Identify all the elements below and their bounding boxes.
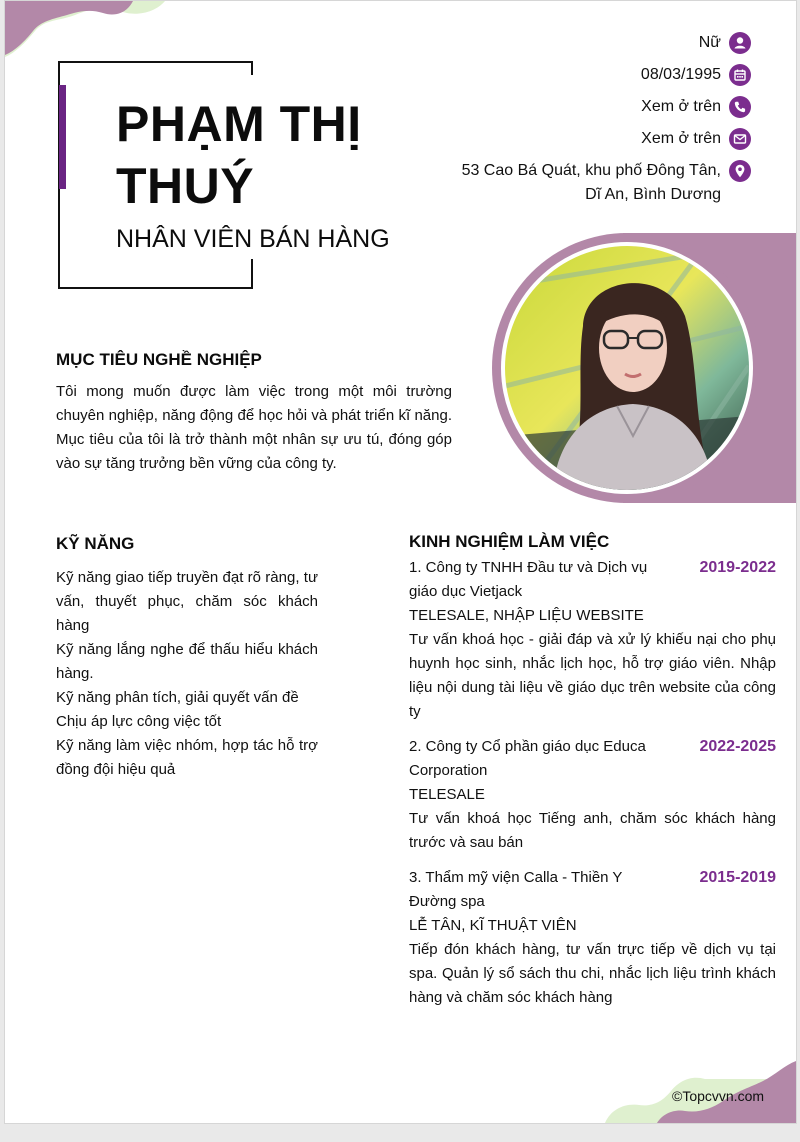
copyright: ©Topcvvn.com: [672, 1088, 765, 1104]
name-accent-bar: [59, 85, 66, 189]
job-years: 2015-2019: [699, 869, 776, 886]
address-text: 53 Cao Bá Quát, khu phố Đông Tân, Dĩ An, Bình Dương: [461, 162, 721, 203]
contact-phone: [391, 95, 751, 119]
job-title: NHÂN VIÊN BÁN HÀNG: [116, 225, 390, 253]
job-years: 2022-2025: [699, 738, 776, 755]
profile-photo: [505, 246, 749, 490]
job-company: 2. Công ty Cổ phần giáo dục Educa Corporation: [409, 738, 646, 779]
objective-heading: MỤC TIÊU NGHỀ NGHIỆP: [56, 350, 262, 369]
skill-item: Chịu áp lực công việc tốt: [56, 713, 222, 730]
skill-item: Kỹ năng làm việc nhóm, hợp tác hỗ trợ đồng đội hiệu quả: [56, 737, 318, 778]
job-position: LỄ TÂN, KĨ THUẬT VIÊN: [409, 917, 577, 934]
email-text: Xem ở trên: [641, 130, 721, 147]
contact-address: [391, 159, 751, 207]
job-entry: [409, 735, 776, 855]
candidate-name: [116, 93, 416, 217]
mail-icon: [729, 128, 751, 150]
job-entry: [409, 866, 776, 1010]
name-line-2: THUÝ: [116, 158, 255, 214]
job-position: TELESALE: [409, 786, 485, 803]
skill-item: Kỹ năng giao tiếp truyền đạt rõ ràng, tư vấn, thuyết phục, chăm sóc khách hàng: [56, 569, 318, 634]
calendar-icon: [729, 64, 751, 86]
location-icon: [729, 160, 751, 182]
user-icon: [729, 32, 751, 54]
gender-text: Nữ: [698, 34, 721, 51]
skills-list: [56, 566, 318, 782]
contact-email: [391, 127, 751, 151]
resume-page: [4, 0, 797, 1124]
job-description: Tư vấn khoá học Tiếng anh, chăm sóc khách hàng trước và sau bán: [409, 810, 776, 851]
contact-gender: [391, 31, 751, 55]
top-left-blob: [5, 1, 165, 61]
skills-section: [56, 533, 318, 782]
skill-item: Kỹ năng lắng nghe để thấu hiểu khách hàng.: [56, 641, 318, 682]
skills-heading: KỸ NĂNG: [56, 534, 135, 553]
skill-item: Kỹ năng phân tích, giải quyết vấn đề: [56, 689, 299, 706]
career-objective-section: [56, 349, 452, 476]
phone-text: Xem ở trên: [641, 98, 721, 115]
birthday-text: 08/03/1995: [640, 66, 721, 83]
job-position: TELESALE, NHẬP LIỆU WEBSITE: [409, 607, 644, 624]
job-company: 1. Công ty TNHH Đầu tư và Dịch vụ giáo dục Vietjack: [409, 559, 648, 600]
experience-heading: KINH NGHIỆM LÀM VIỆC: [409, 532, 610, 551]
job-entry: [409, 556, 776, 724]
phone-icon: [729, 96, 751, 118]
job-company: 3. Thẩm mỹ viện Calla - Thiền Y Đường spa: [409, 869, 623, 910]
job-description: Tiếp đón khách hàng, tư vấn trực tiếp về dịch vụ tại spa. Quản lý sổ sách thu chi, nhắc lịch liệu trình khách hàng và chăm sóc khách hàng: [409, 941, 776, 1006]
work-experience-section: [409, 531, 776, 1021]
contact-info: [391, 31, 751, 215]
contact-birthday: [391, 63, 751, 87]
name-line-1: PHẠM THỊ: [116, 96, 362, 152]
objective-text: Tôi mong muốn được làm việc trong một môi trường chuyên nghiệp, năng động để học hỏi và phát triển kĩ năng. Mục tiêu của tôi là trở thành một nhân sự ưu tú, đóng góp vào sự tăng trưởng bền vững của công ty.: [56, 383, 452, 472]
job-years: 2019-2022: [699, 559, 776, 576]
job-description: Tư vấn khoá học - giải đáp và xử lý khiếu nại cho phụ huynh học sinh, nhắc lịch học, hỗ trợ giáo viên. Nhập liệu nội dung tài liệu về giáo dục trên website của công ty: [409, 631, 776, 720]
